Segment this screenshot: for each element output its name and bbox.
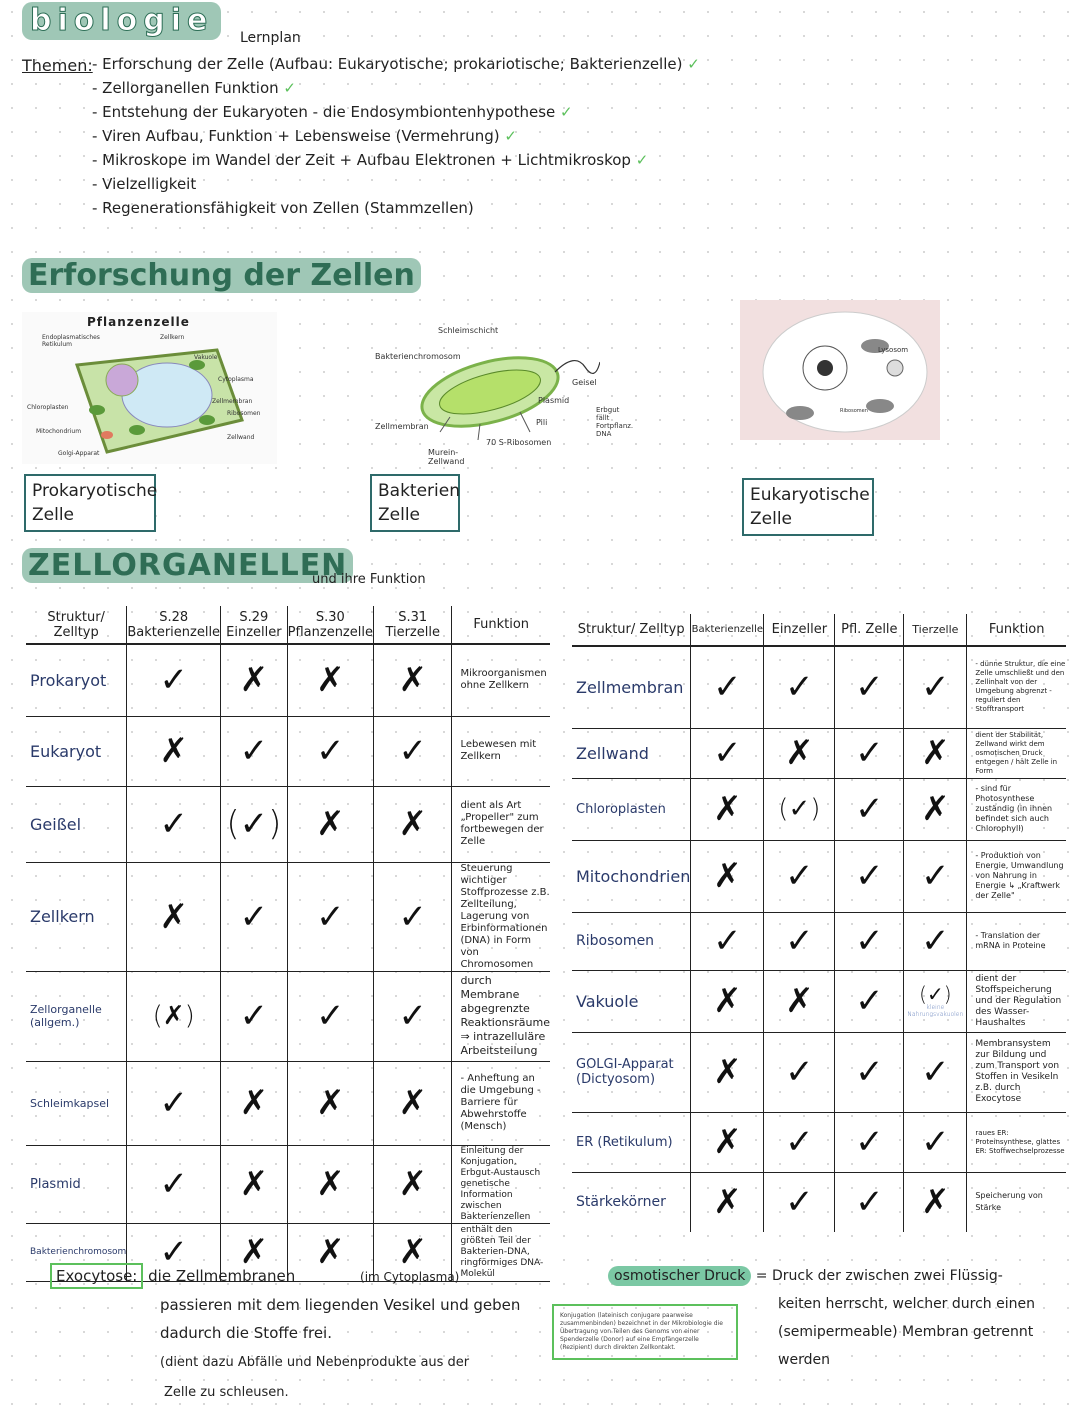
col-header: S.30 Pflanzenzelle <box>287 606 373 644</box>
label-bak-zellmembran: Zellmembran <box>375 422 429 431</box>
cell-mark: ✓ <box>835 646 904 728</box>
row-name: Vakuole <box>572 970 691 1032</box>
row-name: Plasmid <box>26 1145 127 1223</box>
table-row <box>26 644 550 716</box>
cell-mark: ✓ <box>127 644 221 716</box>
cell-mark: ✗ <box>373 644 451 716</box>
cell-mark: ✗ <box>287 644 373 716</box>
cell-function: - sind für Photosynthese zuständig (in ihnen befindet sich auch Chlorophyll) <box>967 778 1066 840</box>
cell-mark: ✗ <box>691 778 764 840</box>
table-left <box>26 606 550 1282</box>
table-row <box>572 1112 1066 1172</box>
animal-cell-drawing <box>760 308 930 436</box>
cell-mark: ✗ <box>127 862 221 971</box>
table-row <box>26 786 550 862</box>
label-chloroplasten: Chloroplasten <box>27 404 69 411</box>
cell-mark: ✓ <box>287 716 373 786</box>
label-ribosomen: Ribosomen <box>227 410 261 417</box>
cell-mark: ✗ <box>691 840 764 912</box>
table-row <box>26 1061 550 1145</box>
col-header: Tierzelle <box>904 614 967 646</box>
bak-note: Erbgut fällt Fortpflanz. DNA <box>596 406 634 438</box>
label-zellwand: Zellwand <box>227 434 255 441</box>
label-zellkern: Zellkern <box>160 334 185 341</box>
cell-mark: ✗ <box>764 970 835 1032</box>
theme-item: - Regenerationsfähigkeit von Zellen (Stammzellen) <box>92 199 474 217</box>
cell-mark: ✓ <box>835 778 904 840</box>
cell-mark: ✗ <box>373 1223 451 1281</box>
col-header: Pfl. Zelle <box>835 614 904 646</box>
section-sub: und ihre Funktion <box>312 572 426 587</box>
cell-mark: ✓ <box>221 862 288 971</box>
table-row <box>572 1032 1066 1112</box>
cell-mark: ✓ <box>835 970 904 1032</box>
row-name: Stärkekörner <box>572 1172 691 1232</box>
box-eukaryot: Eukaryotische Zelle <box>742 478 874 536</box>
table-row <box>26 971 550 1061</box>
section-heading-erforschung: Erforschung der Zellen <box>22 258 421 293</box>
cell-mark: (✓) kleine Nahrungsvakuolen <box>904 970 967 1032</box>
theme-item: - Entstehung der Eukaryoten - die Endosymbiontenhypothese ✓ <box>92 103 573 121</box>
row-name: GOLGI-Apparat (Dictyosom) <box>572 1032 691 1112</box>
cell-function: dient als Art „Propeller" zum fortbewegen der Zelle <box>452 786 550 862</box>
page-title: biologie <box>22 2 221 40</box>
table-row <box>572 970 1066 1032</box>
cell-mark: (✓) <box>221 786 288 862</box>
label-vakuole: Vakuole <box>194 354 218 361</box>
row-name: Bakterienchromosom <box>26 1223 127 1281</box>
theme-item: - Zellorganellen Funktion ✓ <box>92 79 296 97</box>
label-er: Endoplasmatisches Retikulum <box>42 334 100 348</box>
cell-mark: ✓ <box>764 1112 835 1172</box>
cell-mark: ✓ <box>127 786 221 862</box>
cell-function: raues ER: Proteinsynthese, glattes ER: Stoffwechselprozesse <box>967 1112 1066 1172</box>
label-lysosom: Lysosom <box>878 346 909 354</box>
osmotisch-note: osmotischer Druck = Druck der zwischen zwei Flüssig- keiten herrscht, welcher durch einen (semipermeable) Membran getrennt werden <box>608 1262 1068 1374</box>
cell-mark: ✗ <box>904 1172 967 1232</box>
cell-mark: ✗ <box>764 728 835 778</box>
cell-function: Einleitung der Konjugation, Erbgut-Austausch genetische Information zwischen Bakterienzellen <box>452 1145 550 1223</box>
row-name: Eukaryot <box>26 716 127 786</box>
cell-mark: ✓ <box>764 1172 835 1232</box>
cell-mark: ✓ <box>127 1223 221 1281</box>
cell-function: - Translation der mRNA in Proteine <box>967 912 1066 970</box>
label-schleimschicht: Schleimschicht <box>438 326 499 335</box>
cell-mark: ✓ <box>691 646 764 728</box>
row-name: Schleimkapsel <box>26 1061 127 1145</box>
table-row <box>572 912 1066 970</box>
cell-function: durch Membrane abgegrenzte Reaktionsräume ⇒ intrazelluläre Arbeitsteilung <box>452 971 550 1061</box>
cell-function: - Anheftung an die Umgebung - Barriere für Abwehrstoffe (Mensch) <box>452 1061 550 1145</box>
themen-label: Themen: <box>22 56 93 75</box>
cell-mark: ✓ <box>764 646 835 728</box>
table-row <box>26 862 550 971</box>
cell-mark: ✗ <box>287 1061 373 1145</box>
subtitle: Lernplan <box>240 30 301 46</box>
cell-mark: ✓ <box>835 728 904 778</box>
label-zellmembran: Zellmembran <box>212 398 253 405</box>
cell-mark: ✓ <box>835 912 904 970</box>
label-cytoplasma: Cytoplasma <box>218 376 254 383</box>
cell-mark: ✓ <box>904 646 967 728</box>
cell-mark: ✗ <box>691 1172 764 1232</box>
cell-mark: ✓ <box>904 1032 967 1112</box>
box-bakterien: Bakterien Zelle <box>370 474 460 532</box>
cell-mark: (✗) <box>127 971 221 1061</box>
cell-mark: ✓ <box>691 912 764 970</box>
label-70s: 70 S-Ribosomen <box>486 438 552 447</box>
row-name: Prokaryot <box>26 644 127 716</box>
exocytose-note: Exocytose: die Zellmembranen (im Cytoplasma) passieren mit dem liegenden Vesikel und geben dadurch die Stoffe frei. (dient dazu Abfälle und Nebenprodukte aus der Zelle zu schleusen. <box>50 1262 550 1407</box>
row-name: Zellorganelle (allgem.) <box>26 971 127 1061</box>
cell-mark: ✓ <box>904 912 967 970</box>
col-header: S.28 Bakterienzelle <box>127 606 221 644</box>
col-header: S.31 Tierzelle <box>373 606 451 644</box>
cell-mark: ✗ <box>287 786 373 862</box>
row-name: Zellkern <box>26 862 127 971</box>
col-header: Einzeller <box>764 614 835 646</box>
label-golgi: Golgi-Apparat <box>58 450 100 457</box>
row-name: Zellwand <box>572 728 691 778</box>
themes-list <box>92 52 700 220</box>
cell-mark: ✓ <box>373 862 451 971</box>
cell-function: - dünne Struktur, die eine Zelle umschließt und den Zellinhalt von der Umgebung abgrenzt - reguliert den Stofftransport <box>967 646 1066 728</box>
cell-mark: ✓ <box>835 1112 904 1172</box>
col-header: Struktur/ Zelltyp <box>26 606 127 644</box>
plant-cell-title: Pflanzenzelle <box>87 315 190 329</box>
plant-cell-image <box>22 312 277 464</box>
cell-mark: ✓ <box>904 840 967 912</box>
animal-cell-image <box>740 300 940 440</box>
cell-mark: ✗ <box>221 1223 288 1281</box>
cell-mark: ✓ <box>904 1112 967 1172</box>
cell-function: - Produktion von Energie, Umwandlung von Nahrung in Energie ↳ „Kraftwerk der Zelle" <box>967 840 1066 912</box>
cell-function: dient der Stoffspeicherung und der Regulation des Wasser-Haushaltes <box>967 970 1066 1032</box>
row-name: Chloroplasten <box>572 778 691 840</box>
theme-item: - Erforschung der Zelle (Aufbau: Eukaryotische; prokariotische; Bakterienzelle) ✓ <box>92 55 700 73</box>
cell-function: Mikroorganismen ohne Zellkern <box>452 644 550 716</box>
cell-mark: ✗ <box>373 1061 451 1145</box>
theme-item: - Mikroskope im Wandel der Zeit + Aufbau Elektronen + Lichtmikroskop ✓ <box>92 151 649 169</box>
row-name: Geißel <box>26 786 127 862</box>
cell-mark: ✓ <box>127 1061 221 1145</box>
cell-mark: ✗ <box>904 778 967 840</box>
cell-mark: ✓ <box>764 912 835 970</box>
cell-mark: ✓ <box>287 862 373 971</box>
table-row <box>572 728 1066 778</box>
theme-item: - Viren Aufbau, Funktion + Lebensweise (Vermehrung) ✓ <box>92 127 517 145</box>
exocytose-label: Exocytose: <box>50 1263 143 1289</box>
cell-mark: ✗ <box>287 1223 373 1281</box>
label-mitochondrium: Mitochondrium <box>36 428 82 435</box>
cell-mark: ✗ <box>127 716 221 786</box>
label-bakterienchromosom: Bakterienchromosom <box>375 352 461 361</box>
box-prokaryot: Prokaryotische Zelle <box>24 474 156 532</box>
cell-mark: ✓ <box>835 840 904 912</box>
cell-mark: ✓ <box>764 1032 835 1112</box>
cell-mark: ✗ <box>373 1145 451 1223</box>
theme-item: - Vielzelligkeit <box>92 175 197 193</box>
table-row <box>572 1172 1066 1232</box>
cell-function: Steuerung wichtiger Stoffprozesse z.B. Zellteilung, Lagerung von Erbinformationen (DNA) in Form von Chromosomen <box>452 862 550 971</box>
row-name: ER (Retikulum) <box>572 1112 691 1172</box>
label-pili: Pili <box>536 418 548 427</box>
table-right <box>572 614 1066 1232</box>
label-murein: Murein-Zellwand <box>428 448 465 466</box>
cell-mark: ✓ <box>691 728 764 778</box>
cell-mark: ✗ <box>373 786 451 862</box>
cell-mark: ✗ <box>221 644 288 716</box>
table-row <box>26 1145 550 1223</box>
cell-mark: ✗ <box>904 728 967 778</box>
cell-mark: ✓ <box>764 840 835 912</box>
cell-mark: ✗ <box>691 1112 764 1172</box>
label-plasmid: Plasmid <box>538 396 570 405</box>
cell-function: enthält den größten Teil der Bakterien-DNA, ringförmiges DNA-Molekül <box>452 1223 550 1281</box>
cell-mark: ✗ <box>691 970 764 1032</box>
label-geisel: Geisel <box>572 378 597 387</box>
cell-function: Membransystem zur Bildung und zum Transport von Stoffen in Vesikeln z.B. durch Exocytose <box>967 1032 1066 1112</box>
cell-mark: ✓ <box>127 1145 221 1223</box>
cell-mark: ✓ <box>835 1172 904 1232</box>
col-header: Funktion <box>452 606 550 644</box>
col-header: S.29 Einzeller <box>221 606 288 644</box>
cell-mark: (✓) <box>764 778 835 840</box>
cell-mark: ✗ <box>287 1145 373 1223</box>
row-name: Ribosomen <box>572 912 691 970</box>
col-header: Struktur/ Zelltyp <box>572 614 691 646</box>
label-animal-ribosomen: Ribosomen <box>840 408 868 414</box>
cell-mark: ✓ <box>287 971 373 1061</box>
col-header: Funktion <box>967 614 1066 646</box>
row-name: Mitochondrien <box>572 840 691 912</box>
cell-mark: ✓ <box>221 716 288 786</box>
row-name: Zellmembran <box>572 646 691 728</box>
cell-function: dient der Stabilität, Zellwand wirkt dem osmotischen Druck entgegen / hält Zelle in Form <box>967 728 1066 778</box>
cell-mark: ✓ <box>373 716 451 786</box>
bacterium-image <box>370 322 634 472</box>
table-row <box>572 840 1066 912</box>
cell-mark: ✓ <box>835 1032 904 1112</box>
osmotisch-label: osmotischer Druck <box>608 1266 751 1286</box>
col-header: Bakterienzelle <box>691 614 764 646</box>
cell-mark: ✗ <box>221 1061 288 1145</box>
vakuole-sub: kleine Nahrungsvakuolen <box>907 1004 964 1018</box>
table-row <box>26 716 550 786</box>
section-heading-organellen: ZELLORGANELLEN <box>22 548 353 583</box>
cell-function: Speicherung von Stärke <box>975 1191 1043 1213</box>
cell-mark: ✓ <box>221 971 288 1061</box>
table-row <box>572 646 1066 728</box>
cell-mark: ✗ <box>691 1032 764 1112</box>
cell-mark: ✓ <box>373 971 451 1061</box>
cell-mark: ✗ <box>221 1145 288 1223</box>
table-row <box>572 778 1066 840</box>
cell-function: Lebewesen mit Zellkern <box>452 716 550 786</box>
konjugation-note: Konjugation (lateinisch conjugare paarweise zusammenbinden) bezeichnet in der Mikrobiologie die Übertragung von Teilen des Genoms von einer Spenderzelle (Donor) auf eine Empfängerzelle (Rezipient) durch direkten Zellkontakt. <box>552 1304 738 1360</box>
